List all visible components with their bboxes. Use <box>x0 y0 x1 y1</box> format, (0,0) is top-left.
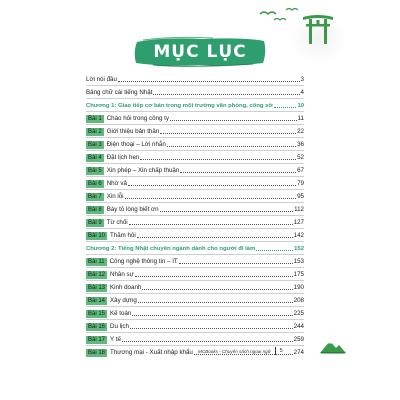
birds-icon <box>258 4 306 26</box>
toc-lesson-7[interactable] <box>86 192 304 201</box>
toc-lesson-4[interactable] <box>86 153 304 162</box>
lesson-title: Giới thiệu bản thân <box>106 128 160 135</box>
lesson-number-badge: Bài 17 <box>88 336 106 343</box>
dot-leader <box>274 107 297 108</box>
dot-leader <box>125 198 297 199</box>
lesson-page: 225 <box>293 310 304 317</box>
toc-lesson-16[interactable] <box>86 322 304 331</box>
lesson-number-badge: Bài 13 <box>88 284 106 291</box>
lesson-title: Điện thoại – Lời nhắn <box>106 141 166 148</box>
lesson-page: 244 <box>293 323 304 330</box>
lesson-page: 95 <box>297 193 304 200</box>
lesson-title: Công nghệ thông tin – IT <box>109 258 178 265</box>
chapter-title: Chương 2: Tiếng Nhật chuyên ngành dành cho người đi làm <box>86 245 256 252</box>
toc-lesson-3[interactable] <box>86 140 304 149</box>
dot-leader <box>135 276 293 277</box>
toc-lesson-2[interactable] <box>86 127 304 136</box>
dot-leader <box>122 341 293 342</box>
lesson-title: Xin phép – Xin chấp thuận <box>106 167 180 174</box>
lesson-page: 274 <box>293 349 304 356</box>
lesson-page: 142 <box>293 232 304 239</box>
lesson-title: Nhờ vả <box>106 180 127 187</box>
toc-lesson-12[interactable] <box>86 270 304 279</box>
lesson-number-badge: Bài 2 <box>88 128 102 135</box>
dot-leader <box>132 315 292 316</box>
lesson-number-badge: Bài 7 <box>88 193 102 200</box>
footer-separator <box>275 347 276 355</box>
toc-entry-alphabet[interactable] <box>86 88 304 97</box>
toc-entry-label: Lời nói đầu <box>86 76 117 83</box>
dot-leader <box>118 81 300 82</box>
dot-leader <box>160 211 294 212</box>
lesson-number-badge: Bài 6 <box>88 180 102 187</box>
lesson-number-badge: Bài 16 <box>88 323 106 330</box>
toc-entry-page: 4 <box>300 89 304 96</box>
lesson-page: 153 <box>293 258 304 265</box>
toc-chapter-1[interactable] <box>86 101 304 110</box>
dot-leader <box>179 263 293 264</box>
lesson-page: 11 <box>297 115 304 122</box>
lesson-title: Xây dựng <box>110 297 137 304</box>
lesson-number-badge: Bài 14 <box>88 297 106 304</box>
dot-leader <box>170 120 297 121</box>
lesson-title: Đặt lịch hẹn <box>106 154 140 161</box>
lesson-number-badge: Bài 5 <box>88 167 102 174</box>
lesson-page: 79 <box>297 180 304 187</box>
chapter-page: 152 <box>294 245 304 252</box>
toc-entry-preface[interactable] <box>86 75 304 84</box>
lesson-title: Bày tỏ lòng biết ơn <box>106 206 159 213</box>
lesson-page: 22 <box>297 128 304 135</box>
lesson-number-badge: Bài 18 <box>88 349 106 356</box>
dot-leader <box>256 250 293 251</box>
toc-lesson-10[interactable] <box>86 231 304 240</box>
lesson-number-badge: Bài 8 <box>88 206 102 213</box>
lesson-title: Kế toán <box>110 310 132 317</box>
toc-lesson-9[interactable] <box>86 218 304 227</box>
lesson-title: Y tế <box>110 336 121 343</box>
lesson-title: Kinh doanh <box>110 284 142 291</box>
dot-leader <box>160 133 296 134</box>
toc-lesson-14[interactable] <box>86 296 304 305</box>
toc-lesson-11[interactable] <box>86 257 304 266</box>
dot-leader <box>129 224 293 225</box>
lesson-page: 208 <box>293 297 304 304</box>
lesson-title: Xin lỗi <box>106 193 124 200</box>
dot-leader <box>167 146 296 147</box>
toc-chapter-2[interactable] <box>86 244 304 253</box>
publisher-line: MCBooks - Chuyên sách ngoại ngữ <box>198 348 271 354</box>
dot-leader <box>128 185 296 186</box>
dot-leader <box>140 159 296 160</box>
dot-leader <box>142 289 292 290</box>
toc-lesson-6[interactable] <box>86 179 304 188</box>
torii-gate-icon <box>300 10 336 46</box>
lesson-page: 259 <box>293 336 304 343</box>
lesson-title: Thương mại - Xuất nhập khẩu <box>110 349 193 356</box>
page-number: 5 <box>279 348 283 354</box>
toc-lesson-5[interactable] <box>86 166 304 175</box>
lesson-number-badge: Bài 11 <box>88 258 105 265</box>
lesson-number-badge: Bài 12 <box>88 271 106 278</box>
dot-leader <box>137 237 293 238</box>
lesson-number-badge: Bài 3 <box>88 141 102 148</box>
chapter-page: 10 <box>297 102 304 109</box>
lesson-number-badge: Bài 15 <box>88 310 106 317</box>
toc-entry-label: Bảng chữ cái tiếng Nhật <box>86 89 153 96</box>
lesson-page: 112 <box>294 206 304 213</box>
page-title: MỤC LỤC <box>153 42 247 62</box>
lesson-page: 67 <box>297 167 304 174</box>
dot-leader <box>153 94 299 95</box>
lesson-title: Du lịch <box>110 323 129 330</box>
mountain-ornament-icon <box>318 337 348 355</box>
dot-leader <box>138 302 293 303</box>
chapter-title: Chương 1: Giao tiếp cơ bản trong môi trường văn phòng, công sở <box>86 102 273 109</box>
dot-leader <box>130 328 293 329</box>
lesson-number-badge: Bài 1 <box>88 115 102 122</box>
toc-title-banner <box>133 36 267 68</box>
lesson-title: Thăm hỏi <box>110 232 136 239</box>
lesson-title: Từ chối <box>106 219 128 226</box>
lesson-page: 127 <box>293 219 304 226</box>
toc-lesson-8[interactable] <box>86 205 304 214</box>
lesson-page: 175 <box>293 271 304 278</box>
toc-lesson-13[interactable] <box>86 283 304 292</box>
lesson-title: Chào hỏi trong công ty <box>106 115 169 122</box>
lesson-number-badge: Bài 9 <box>88 219 102 226</box>
page-footer <box>198 346 283 356</box>
lesson-page: 190 <box>293 284 304 291</box>
lesson-number-badge: Bài 10 <box>88 232 106 239</box>
toc-lesson-1[interactable] <box>86 114 304 123</box>
lesson-page: 52 <box>297 154 304 161</box>
dot-leader <box>180 172 296 173</box>
lesson-number-badge: Bài 4 <box>88 154 102 161</box>
toc-entry-page: 3 <box>300 76 304 83</box>
lesson-title: Nhân sự <box>110 271 134 278</box>
toc-lesson-17[interactable] <box>86 335 304 344</box>
toc-lesson-15[interactable] <box>86 309 304 318</box>
lesson-page: 36 <box>297 141 304 148</box>
